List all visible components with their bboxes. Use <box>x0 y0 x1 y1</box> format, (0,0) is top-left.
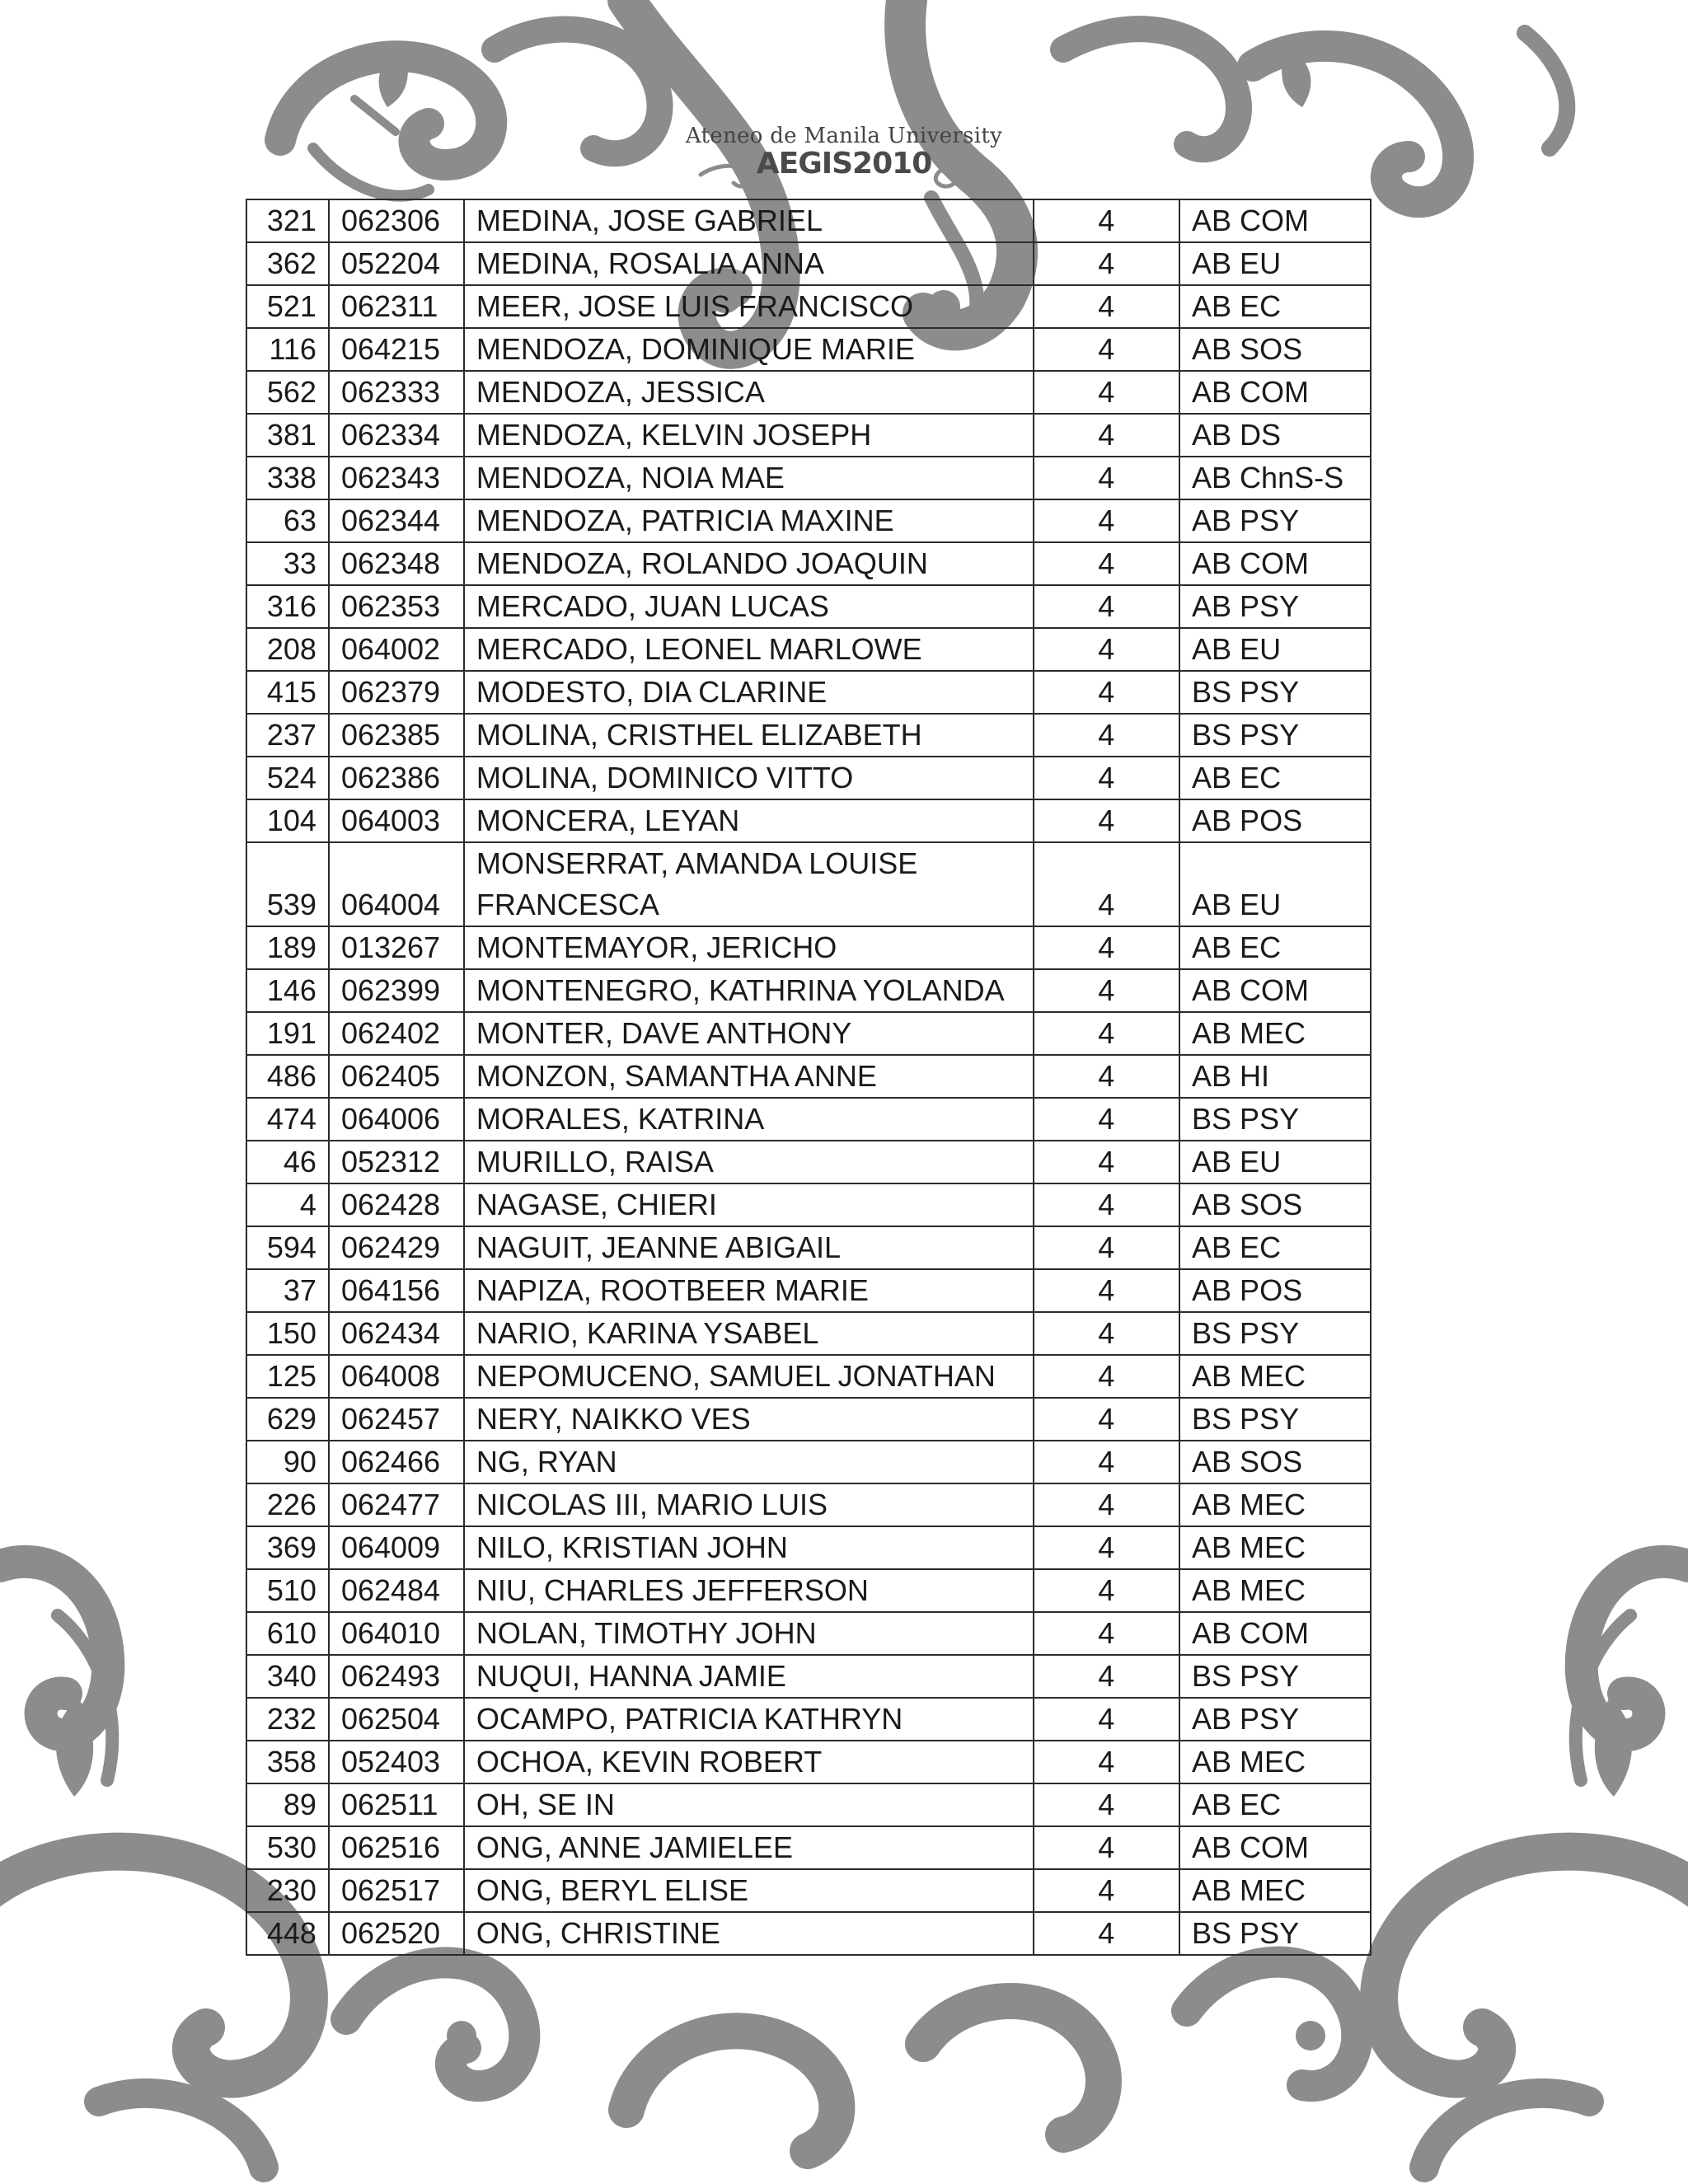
course-cell: AB EU <box>1179 842 1371 926</box>
table-row <box>246 414 1371 457</box>
year-level-cell: 4 <box>1034 542 1180 585</box>
course-cell: AB EU <box>1179 242 1371 285</box>
table-row <box>246 285 1371 328</box>
student-id-cell: 052312 <box>329 1141 464 1183</box>
year-level-cell: 4 <box>1034 1698 1180 1741</box>
student-id-cell: 064008 <box>329 1355 464 1398</box>
student-name-cell: OCAMPO, PATRICIA KATHRYN <box>464 1698 1034 1741</box>
year-level-cell: 4 <box>1034 1441 1180 1483</box>
student-name-cell: MENDOZA, NOIA MAE <box>464 457 1034 499</box>
year-level-cell: 4 <box>1034 1783 1180 1826</box>
seat-number-cell: 381 <box>246 414 329 457</box>
table-row <box>246 1483 1371 1526</box>
course-cell: AB MEC <box>1179 1012 1371 1055</box>
year-level-cell: 4 <box>1034 585 1180 628</box>
student-name-cell: ONG, ANNE JAMIELEE <box>464 1826 1034 1869</box>
seat-number-cell: 321 <box>246 199 329 242</box>
course-cell: AB MEC <box>1179 1741 1371 1783</box>
seat-number-cell: 104 <box>246 799 329 842</box>
year-level-cell: 4 <box>1034 457 1180 499</box>
seat-number-cell: 189 <box>246 926 329 969</box>
course-cell: BS PSY <box>1179 714 1371 757</box>
seat-number-cell: 4 <box>246 1183 329 1226</box>
table-row <box>246 371 1371 414</box>
course-cell: AB COM <box>1179 1826 1371 1869</box>
student-name-cell: MENDOZA, KELVIN JOSEPH <box>464 414 1034 457</box>
roster-body <box>246 199 1371 1955</box>
year-level-cell: 4 <box>1034 969 1180 1012</box>
year-level-cell: 4 <box>1034 1355 1180 1398</box>
seat-number-cell: 316 <box>246 585 329 628</box>
student-name-cell: MONTENEGRO, KATHRINA YOLANDA <box>464 969 1034 1012</box>
seat-number-cell: 146 <box>246 969 329 1012</box>
course-cell: AB SOS <box>1179 1441 1371 1483</box>
student-id-cell: 062520 <box>329 1912 464 1955</box>
year-level-cell: 4 <box>1034 1741 1180 1783</box>
yearbook-header <box>679 124 1009 181</box>
table-row <box>246 1012 1371 1055</box>
seat-number-cell: 524 <box>246 757 329 799</box>
seat-number-cell: 629 <box>246 1398 329 1441</box>
course-cell: AB COM <box>1179 1612 1371 1655</box>
course-cell: AB MEC <box>1179 1355 1371 1398</box>
table-row <box>246 1612 1371 1655</box>
student-name-cell: NOLAN, TIMOTHY JOHN <box>464 1612 1034 1655</box>
student-id-cell: 062428 <box>329 1183 464 1226</box>
seat-number-cell: 208 <box>246 628 329 671</box>
year-level-cell: 4 <box>1034 926 1180 969</box>
student-id-cell: 064009 <box>329 1526 464 1569</box>
table-row <box>246 1226 1371 1269</box>
student-name-cell: MORALES, KATRINA <box>464 1098 1034 1141</box>
course-cell: AB COM <box>1179 542 1371 585</box>
student-id-cell: 062405 <box>329 1055 464 1098</box>
student-id-cell: 052403 <box>329 1741 464 1783</box>
year-level-cell: 4 <box>1034 1869 1180 1912</box>
year-level-cell: 4 <box>1034 1312 1180 1355</box>
year-level-cell: 4 <box>1034 1526 1180 1569</box>
year-level-cell: 4 <box>1034 799 1180 842</box>
table-row <box>246 757 1371 799</box>
student-id-cell: 062353 <box>329 585 464 628</box>
yearbook-logo-text: AEGIS2010 <box>756 147 932 180</box>
student-id-cell: 062379 <box>329 671 464 714</box>
table-row <box>246 199 1371 242</box>
student-name-cell: ONG, BERYL ELISE <box>464 1869 1034 1912</box>
seat-number-cell: 125 <box>246 1355 329 1398</box>
student-id-cell: 064010 <box>329 1612 464 1655</box>
seat-number-cell: 226 <box>246 1483 329 1526</box>
seat-number-cell: 358 <box>246 1741 329 1783</box>
year-level-cell: 4 <box>1034 1226 1180 1269</box>
table-row <box>246 1183 1371 1226</box>
student-id-cell: 062517 <box>329 1869 464 1912</box>
student-id-cell: 062385 <box>329 714 464 757</box>
table-row <box>246 328 1371 371</box>
course-cell: BS PSY <box>1179 1912 1371 1955</box>
seat-number-cell: 594 <box>246 1226 329 1269</box>
course-cell: AB POS <box>1179 799 1371 842</box>
year-level-cell: 4 <box>1034 199 1180 242</box>
year-level-cell: 4 <box>1034 1612 1180 1655</box>
table-row <box>246 969 1371 1012</box>
year-level-cell: 4 <box>1034 1569 1180 1612</box>
student-name-cell: MONZON, SAMANTHA ANNE <box>464 1055 1034 1098</box>
table-row <box>246 585 1371 628</box>
year-level-cell: 4 <box>1034 285 1180 328</box>
year-level-cell: 4 <box>1034 757 1180 799</box>
table-row <box>246 542 1371 585</box>
table-row <box>246 1355 1371 1398</box>
student-name-cell: MENDOZA, JESSICA <box>464 371 1034 414</box>
table-row <box>246 1098 1371 1141</box>
seat-number-cell: 89 <box>246 1783 329 1826</box>
student-name-cell: MURILLO, RAISA <box>464 1141 1034 1183</box>
student-id-cell: 062504 <box>329 1698 464 1741</box>
student-id-cell: 062306 <box>329 199 464 242</box>
year-level-cell: 4 <box>1034 842 1180 926</box>
table-row <box>246 1655 1371 1698</box>
course-cell: AB MEC <box>1179 1526 1371 1569</box>
student-name-cell: MENDOZA, ROLANDO JOAQUIN <box>464 542 1034 585</box>
course-cell: AB DS <box>1179 414 1371 457</box>
seat-number-cell: 340 <box>246 1655 329 1698</box>
seat-number-cell: 562 <box>246 371 329 414</box>
student-name-cell: MEER, JOSE LUIS FRANCISCO <box>464 285 1034 328</box>
student-id-cell: 062466 <box>329 1441 464 1483</box>
student-id-cell: 064156 <box>329 1269 464 1312</box>
student-id-cell: 062516 <box>329 1826 464 1869</box>
course-cell: AB MEC <box>1179 1569 1371 1612</box>
seat-number-cell: 474 <box>246 1098 329 1141</box>
table-row <box>246 926 1371 969</box>
seat-number-cell: 362 <box>246 242 329 285</box>
student-name-cell: MEDINA, ROSALIA ANNA <box>464 242 1034 285</box>
student-id-cell: 062457 <box>329 1398 464 1441</box>
student-id-cell: 052204 <box>329 242 464 285</box>
year-level-cell: 4 <box>1034 1655 1180 1698</box>
student-name-cell: NERY, NAIKKO VES <box>464 1398 1034 1441</box>
course-cell: AB MEC <box>1179 1483 1371 1526</box>
course-cell: AB COM <box>1179 199 1371 242</box>
year-level-cell: 4 <box>1034 714 1180 757</box>
course-cell: BS PSY <box>1179 671 1371 714</box>
student-name-cell: MONTEMAYOR, JERICHO <box>464 926 1034 969</box>
table-row <box>246 714 1371 757</box>
seat-number-cell: 486 <box>246 1055 329 1098</box>
course-cell: AB EC <box>1179 1226 1371 1269</box>
course-cell: AB HI <box>1179 1055 1371 1098</box>
seat-number-cell: 448 <box>246 1912 329 1955</box>
year-level-cell: 4 <box>1034 1183 1180 1226</box>
year-level-cell: 4 <box>1034 1055 1180 1098</box>
year-level-cell: 4 <box>1034 671 1180 714</box>
university-name: Ateneo de Manila University <box>685 124 1003 148</box>
student-name-cell: MENDOZA, PATRICIA MAXINE <box>464 499 1034 542</box>
table-row <box>246 1141 1371 1183</box>
seat-number-cell: 610 <box>246 1612 329 1655</box>
student-id-cell: 064004 <box>329 842 464 926</box>
seat-number-cell: 510 <box>246 1569 329 1612</box>
table-row <box>246 628 1371 671</box>
course-cell: AB PSY <box>1179 499 1371 542</box>
table-row <box>246 1526 1371 1569</box>
student-name-cell: MERCADO, LEONEL MARLOWE <box>464 628 1034 671</box>
seat-number-cell: 46 <box>246 1141 329 1183</box>
seat-number-cell: 539 <box>246 842 329 926</box>
student-name-cell: NILO, KRISTIAN JOHN <box>464 1526 1034 1569</box>
student-id-cell: 062399 <box>329 969 464 1012</box>
course-cell: BS PSY <box>1179 1312 1371 1355</box>
student-name-cell: MONCERA, LEYAN <box>464 799 1034 842</box>
table-row <box>246 842 1371 926</box>
course-cell: AB SOS <box>1179 328 1371 371</box>
student-id-cell: 062333 <box>329 371 464 414</box>
course-cell: BS PSY <box>1179 1655 1371 1698</box>
student-id-cell: 062477 <box>329 1483 464 1526</box>
student-id-cell: 062493 <box>329 1655 464 1698</box>
table-row <box>246 499 1371 542</box>
student-name-cell: NUQUI, HANNA JAMIE <box>464 1655 1034 1698</box>
student-name-cell: MONTER, DAVE ANTHONY <box>464 1012 1034 1055</box>
year-level-cell: 4 <box>1034 499 1180 542</box>
student-name-cell: NICOLAS III, MARIO LUIS <box>464 1483 1034 1526</box>
course-cell: AB EC <box>1179 1783 1371 1826</box>
student-name-cell: MONSERRAT, AMANDA LOUISE FRANCESCA <box>464 842 1034 926</box>
seat-number-cell: 338 <box>246 457 329 499</box>
student-name-cell: NG, RYAN <box>464 1441 1034 1483</box>
year-level-cell: 4 <box>1034 1012 1180 1055</box>
table-row <box>246 1312 1371 1355</box>
student-id-cell: 062386 <box>329 757 464 799</box>
year-level-cell: 4 <box>1034 328 1180 371</box>
table-row <box>246 1569 1371 1612</box>
seat-number-cell: 530 <box>246 1826 329 1869</box>
year-level-cell: 4 <box>1034 1269 1180 1312</box>
year-level-cell: 4 <box>1034 1398 1180 1441</box>
student-id-cell: 062511 <box>329 1783 464 1826</box>
course-cell: AB PSY <box>1179 1698 1371 1741</box>
seat-number-cell: 237 <box>246 714 329 757</box>
seat-number-cell: 150 <box>246 1312 329 1355</box>
student-name-cell: NEPOMUCENO, SAMUEL JONATHAN <box>464 1355 1034 1398</box>
student-name-cell: ONG, CHRISTINE <box>464 1912 1034 1955</box>
seat-number-cell: 63 <box>246 499 329 542</box>
student-name-cell: MEDINA, JOSE GABRIEL <box>464 199 1034 242</box>
seat-number-cell: 369 <box>246 1526 329 1569</box>
student-id-cell: 062402 <box>329 1012 464 1055</box>
graduate-roster-table <box>246 199 1372 1956</box>
seat-number-cell: 116 <box>246 328 329 371</box>
table-row <box>246 1269 1371 1312</box>
student-name-cell: MENDOZA, DOMINIQUE MARIE <box>464 328 1034 371</box>
student-id-cell: 064002 <box>329 628 464 671</box>
student-name-cell: NAGUIT, JEANNE ABIGAIL <box>464 1226 1034 1269</box>
year-level-cell: 4 <box>1034 1098 1180 1141</box>
student-name-cell: NAPIZA, ROOTBEER MARIE <box>464 1269 1034 1312</box>
table-row <box>246 242 1371 285</box>
year-level-cell: 4 <box>1034 1141 1180 1183</box>
table-row <box>246 1741 1371 1783</box>
student-id-cell: 064006 <box>329 1098 464 1141</box>
course-cell: AB COM <box>1179 969 1371 1012</box>
student-name-cell: MODESTO, DIA CLARINE <box>464 671 1034 714</box>
course-cell: AB EU <box>1179 628 1371 671</box>
year-level-cell: 4 <box>1034 628 1180 671</box>
student-name-cell: OH, SE IN <box>464 1783 1034 1826</box>
table-row <box>246 1398 1371 1441</box>
student-name-cell: NARIO, KARINA YSABEL <box>464 1312 1034 1355</box>
student-id-cell: 064003 <box>329 799 464 842</box>
student-id-cell: 062429 <box>329 1226 464 1269</box>
seat-number-cell: 230 <box>246 1869 329 1912</box>
student-id-cell: 062434 <box>329 1312 464 1355</box>
year-level-cell: 4 <box>1034 414 1180 457</box>
table-row <box>246 671 1371 714</box>
student-id-cell: 062334 <box>329 414 464 457</box>
course-cell: AB EC <box>1179 926 1371 969</box>
student-id-cell: 013267 <box>329 926 464 969</box>
student-name-cell: NAGASE, CHIERI <box>464 1183 1034 1226</box>
year-level-cell: 4 <box>1034 1912 1180 1955</box>
seat-number-cell: 33 <box>246 542 329 585</box>
student-id-cell: 064215 <box>329 328 464 371</box>
student-id-cell: 062484 <box>329 1569 464 1612</box>
course-cell: AB MEC <box>1179 1869 1371 1912</box>
course-cell: AB EC <box>1179 285 1371 328</box>
seat-number-cell: 37 <box>246 1269 329 1312</box>
seat-number-cell: 90 <box>246 1441 329 1483</box>
student-id-cell: 062344 <box>329 499 464 542</box>
course-cell: AB COM <box>1179 371 1371 414</box>
student-name-cell: MERCADO, JUAN LUCAS <box>464 585 1034 628</box>
course-cell: AB EC <box>1179 757 1371 799</box>
course-cell: AB SOS <box>1179 1183 1371 1226</box>
student-id-cell: 062311 <box>329 285 464 328</box>
student-name-cell: MOLINA, DOMINICO VITTO <box>464 757 1034 799</box>
seat-number-cell: 232 <box>246 1698 329 1741</box>
student-id-cell: 062348 <box>329 542 464 585</box>
table-row <box>246 1912 1371 1955</box>
course-cell: BS PSY <box>1179 1098 1371 1141</box>
year-level-cell: 4 <box>1034 242 1180 285</box>
seat-number-cell: 521 <box>246 285 329 328</box>
course-cell: BS PSY <box>1179 1398 1371 1441</box>
year-level-cell: 4 <box>1034 1826 1180 1869</box>
student-name-cell: NIU, CHARLES JEFFERSON <box>464 1569 1034 1612</box>
table-row <box>246 457 1371 499</box>
course-cell: AB PSY <box>1179 585 1371 628</box>
table-row <box>246 1783 1371 1826</box>
course-cell: AB EU <box>1179 1141 1371 1183</box>
year-level-cell: 4 <box>1034 371 1180 414</box>
seat-number-cell: 415 <box>246 671 329 714</box>
table-row <box>246 799 1371 842</box>
course-cell: AB POS <box>1179 1269 1371 1312</box>
table-row <box>246 1441 1371 1483</box>
seat-number-cell: 191 <box>246 1012 329 1055</box>
table-row <box>246 1055 1371 1098</box>
student-name-cell: MOLINA, CRISTHEL ELIZABETH <box>464 714 1034 757</box>
student-name-cell: OCHOA, KEVIN ROBERT <box>464 1741 1034 1783</box>
student-id-cell: 062343 <box>329 457 464 499</box>
table-row <box>246 1869 1371 1912</box>
table-row <box>246 1698 1371 1741</box>
course-cell: AB ChnS-S <box>1179 457 1371 499</box>
table-row <box>246 1826 1371 1869</box>
year-level-cell: 4 <box>1034 1483 1180 1526</box>
